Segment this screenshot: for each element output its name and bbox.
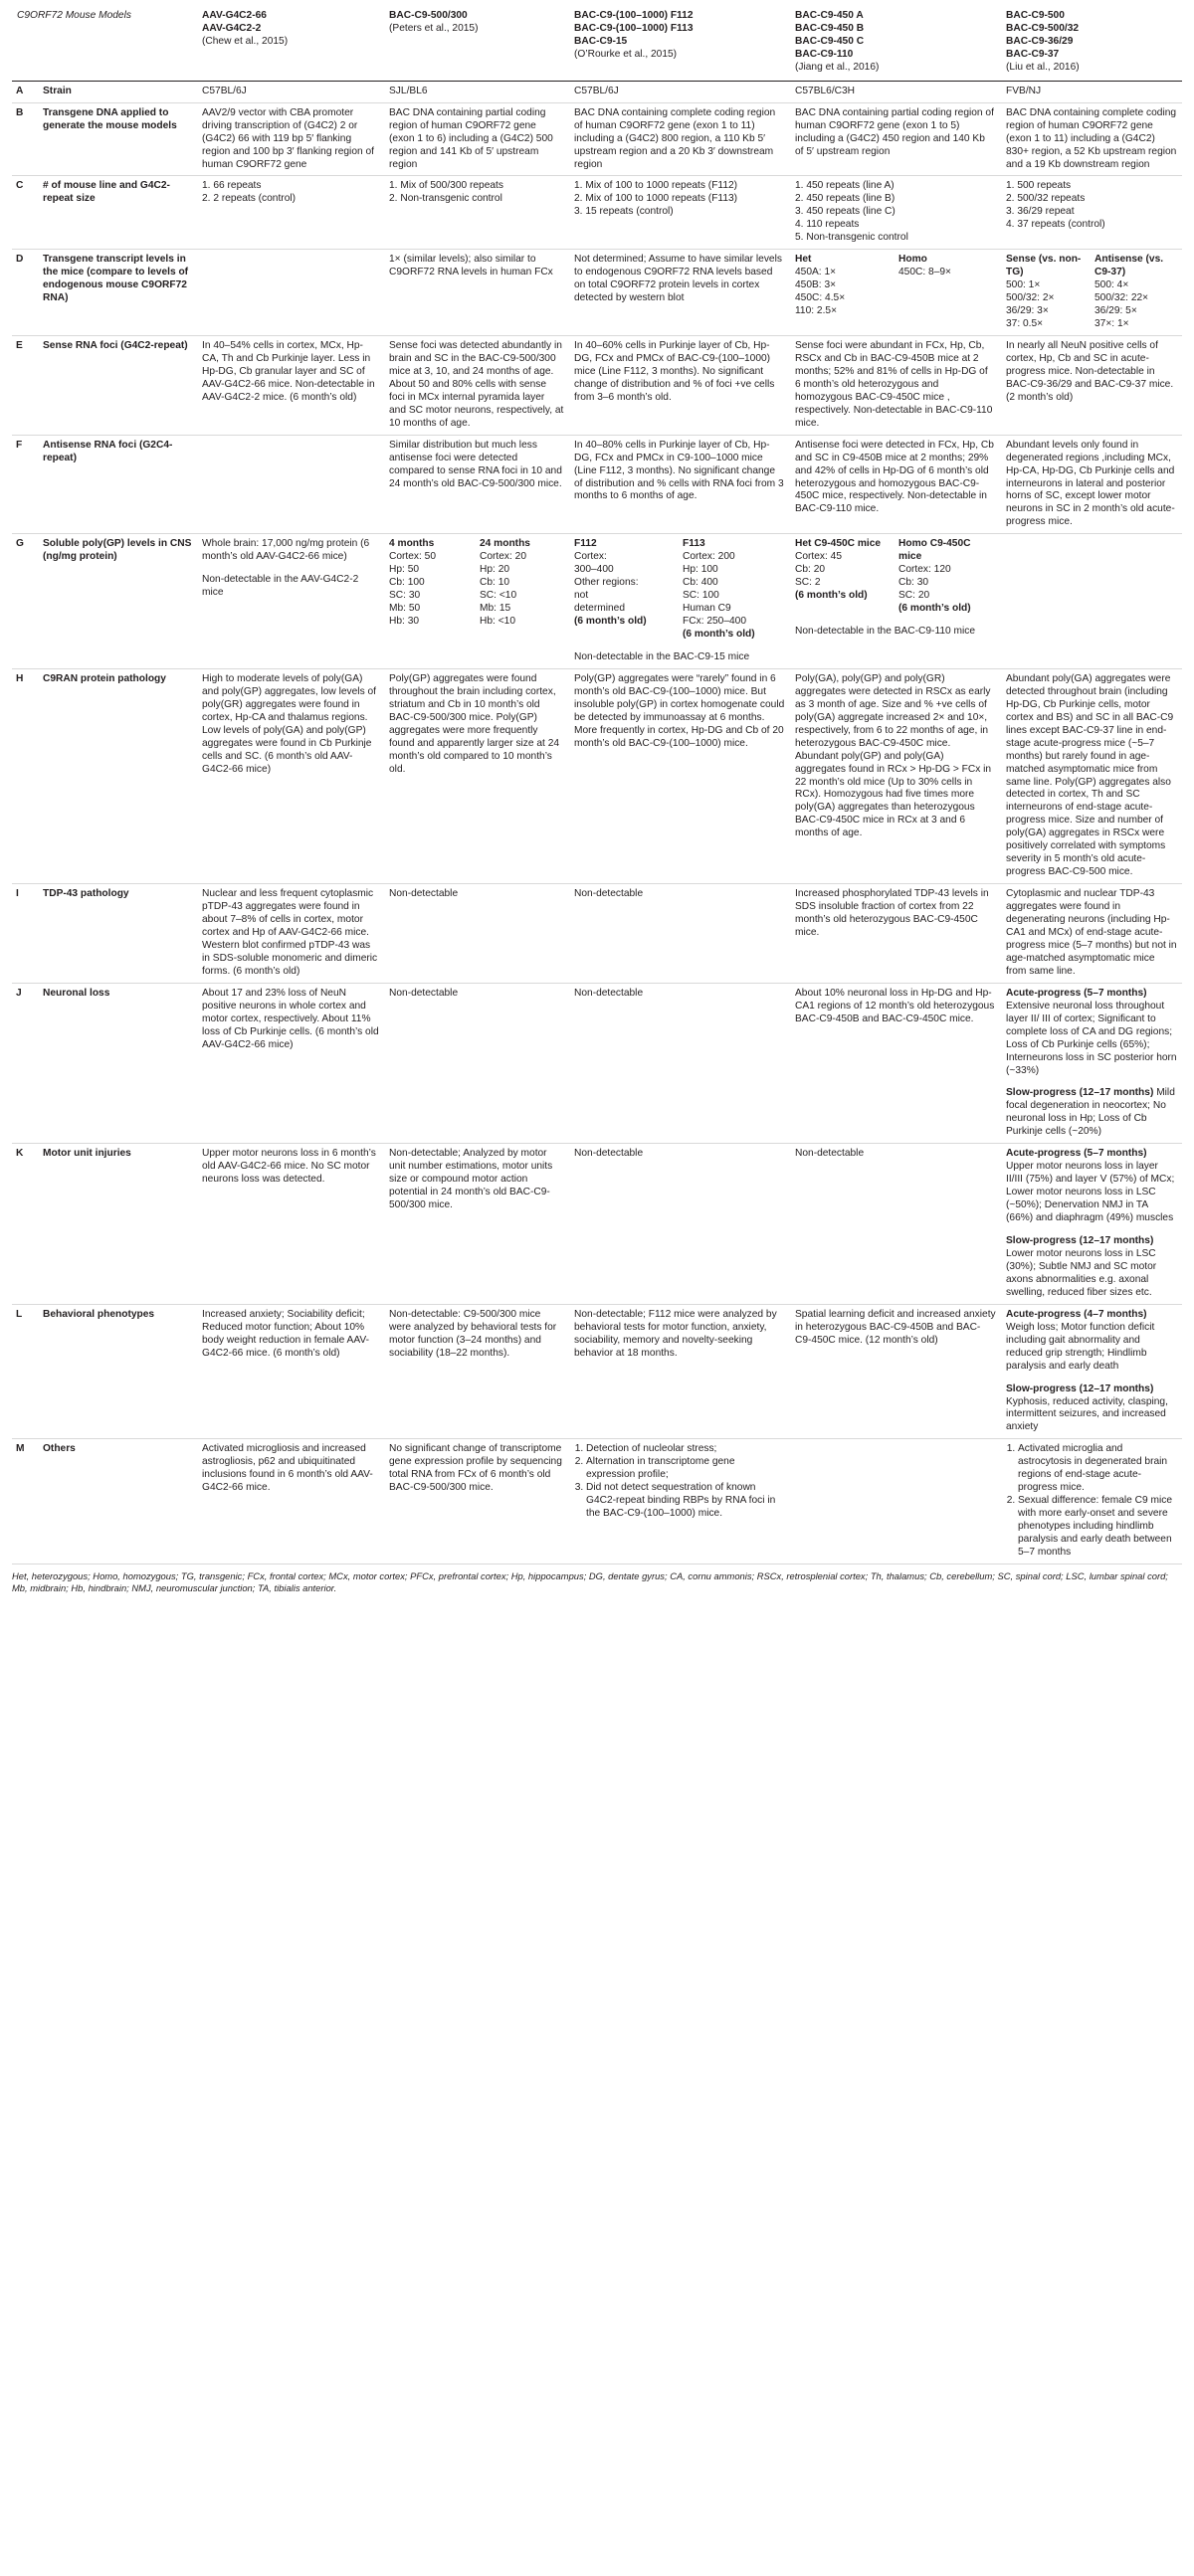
- cell-bac-450: About 10% neuronal loss in Hp-DG and Hp-CA1 regions of 12 month’s old heterozygous BAC-C9-450B and BAC-C9-450C mice.: [795, 987, 995, 1024]
- group-title: Acute-progress (5–7 months): [1006, 1148, 1147, 1160]
- list-item: Cortex: 45: [795, 551, 843, 563]
- list-item: 37: 0.5×: [1006, 318, 1044, 330]
- list-item: 450A: 1×: [795, 267, 837, 278]
- row-letter: L: [16, 1308, 23, 1320]
- subcolumn-header: Het C9-450C mice: [795, 538, 882, 550]
- cell-bac-500: Non-detectable: [389, 888, 459, 900]
- row-letter: I: [16, 888, 19, 900]
- cell-bac-450: Poly(GA), poly(GP) and poly(GR) aggregates were detected in RSCx as early as 3 month of age. Size and % +ve cells of poly(GA) aggregate increased 2× and 10×, respectively, from 6 to 22 months of age, in heterozygous BAC-C9-450C mice. Abundant poly(GP) and poly(GA) aggregates found in RCx > Hp-DG > FCx in 22 month’s old mice (Up to 30% cells in RCx). Homozygous had five times more poly(GA) aggregates than heterozygous BAC-C9-450C mice in RCx at 3 and 6 months of age.: [795, 672, 992, 839]
- list-item: 450C: 8–9×: [898, 267, 951, 278]
- header-line: BAC-C9-450 C: [795, 35, 865, 47]
- list-item: Human C9: [683, 603, 731, 615]
- cell-bac-100-1000: Non-detectable: [574, 1148, 644, 1160]
- cell-aav: [197, 176, 384, 250]
- header-citation: (Liu et al., 2016): [1006, 61, 1080, 73]
- header-model-bac-450: [790, 8, 1001, 81]
- row-letter: J: [16, 987, 22, 999]
- cell-bac-100-1000: [569, 534, 790, 669]
- list-item: (6 month’s old): [574, 616, 647, 628]
- cell-bac-500: Non-detectable: [389, 987, 459, 999]
- cell-bac-500-liu: [1001, 983, 1182, 1143]
- cell-bac-500-liu: [1001, 1144, 1182, 1304]
- row-parameter: Neuronal loss: [43, 987, 110, 999]
- row-letter: G: [16, 538, 24, 550]
- cell-aav: AAV2/9 vector with CBA promoter driving transcription of (G4C2) 2 or (G4C2) 66 with 119 bp 5′ flanking region and 100 bp 3′ flanking region of human C9ORF72 gene: [202, 106, 374, 170]
- row-parameter: Transgene DNA applied to generate the mouse models: [43, 106, 177, 131]
- cell-text: Non-detectable in the AAV-G4C2-2 mice: [202, 574, 359, 599]
- cell-aav: Increased anxiety; Sociability deficit; Reduced motor function; About 10% body weight reduction in female AAV-G4C2-66 mice. (6 month’s old): [202, 1308, 370, 1359]
- subcolumn-header: F113: [683, 538, 705, 550]
- cell-bac-500-liu: FVB/NJ: [1006, 85, 1042, 96]
- cell-bac-100-1000: Non-detectable: [574, 888, 644, 900]
- cell-bac-500: No significant change of transcriptome gene expression profile by sequencing total RNA from FCx of 6 month’s old BAC-C9-500/300 mice.: [389, 1443, 562, 1494]
- cell-bac-500: [384, 534, 569, 669]
- row-parameter: Soluble poly(GP) levels in CNS (ng/mg protein): [43, 538, 192, 563]
- list-item: 1. Mix of 500/300 repeats: [389, 180, 503, 192]
- cell-aav: Nuclear and less frequent cytoplasmic pTDP-43 aggregates were found in about 7–8% of cells in cortex, motor cortex and Hp of AAV-G4C2-66 mice. Western blot confirmed pTDP-43 was in SDS-soluble monomeric and dimeric forms. (6 month’s old): [202, 888, 378, 977]
- row-parameter: TDP-43 pathology: [43, 888, 129, 900]
- list-item: 450B: 3×: [795, 279, 837, 291]
- list-item: 3. 36/29 repeat: [1006, 206, 1075, 218]
- header-line: BAC-C9-110: [795, 48, 854, 60]
- cell-aav: Activated microgliosis and increased astrogliosis, p62 and ubiquitinated inclusions found in 6 month’s old AAV-G4C2-66 mice.: [202, 1443, 373, 1494]
- list-item: Cortex: 20: [480, 551, 527, 563]
- row-letter: C: [16, 180, 24, 192]
- list-item: (6 month’s old): [898, 603, 971, 615]
- subcolumn-header: 4 months: [389, 538, 435, 550]
- group-title: Acute-progress (5–7 months): [1006, 987, 1147, 999]
- table-row-transcript-levels: [12, 250, 1182, 336]
- list-item: 2. 500/32 repeats: [1006, 193, 1086, 205]
- list-item: Hp: 20: [480, 564, 510, 576]
- header-model-bac-500-liu: [1001, 8, 1182, 81]
- cell-bac-500: Poly(GP) aggregates were found throughout the brain including cortex, striatum and Cb in 10 month’s old BAC-C9-500/300 mice. Poly(GP) aggregates were more frequently found and apparently larger size at 24 month’s old compared to 10 month’s old.: [389, 672, 560, 775]
- list-item: Cb: 100: [389, 577, 425, 589]
- list-item: Cortex: 50: [389, 551, 437, 563]
- header-line: BAC-C9-500/32: [1006, 22, 1080, 34]
- header-citation: (Chew et al., 2015): [202, 35, 289, 47]
- cell-bac-500: SJL/BL6: [389, 85, 428, 96]
- table-row-neuronal-loss: [12, 983, 1182, 1143]
- list-item: 3. 15 repeats (control): [574, 206, 674, 218]
- cell-bac-500-liu: Abundant poly(GA) aggregates were detected throughout brain (including Hp-DG, Cb Purkinje cells, motor cortex and BS) and SC in all BAC-C9 lines except BAC-C9-37 line in end-stage acute-progress mice (~5–7 months) but rarely found in age-matched asymptomatic mice from same line. Poly(GP) aggregates also detected in cortex, Th and SC interneurons of end-stage acute-progress mice. Size and number of poly(GA) aggregates in RSCx were positively correlated with symptoms severity in 5 month’s old acute-progress BAC-C9-500 mice.: [1006, 672, 1174, 878]
- list-item: Hb: 30: [389, 616, 420, 628]
- header-line: BAC-C9-450 A: [795, 10, 864, 21]
- list-item: Cb: 20: [795, 564, 826, 576]
- cell-bac-500-liu: In nearly all NeuN positive cells of cortex, Hp, Cb and SC in acute-progress mice. Non-detectable in BAC-C9-36/29 and BAC-C9-37 mice. (2 month’s old): [1006, 339, 1174, 403]
- cell-bac-450: [790, 534, 1001, 669]
- cell-bac-450: C57BL6/C3H: [795, 85, 856, 96]
- list-item: Cb: 10: [480, 577, 510, 589]
- cell-bac-100-1000: [569, 1439, 790, 1564]
- group-title: Slow-progress (12–17 months): [1006, 1382, 1154, 1394]
- cell-text: Weigh loss; Motor function deficit including gait abnormality and reduced grip strength; Hindlimb paralysis and early death: [1006, 1321, 1155, 1372]
- cell-aav: C57BL/6J: [202, 85, 247, 96]
- header-line: BAC-C9-37: [1006, 48, 1060, 60]
- table-row-c9ran-pathology: [12, 668, 1182, 883]
- mouse-models-table: [12, 8, 1182, 1564]
- table-row-tdp43-pathology: [12, 884, 1182, 984]
- table-row-others: [12, 1439, 1182, 1564]
- cell-bac-500: Sense foci was detected abundantly in brain and SC in the BAC-C9-500/300 mice at 3, 10, and 24 months of age. About 50 and 80% cells with sense foci in MCx internal pyramida layer and SC motor neurons, respectively, at 10 months of age.: [389, 339, 564, 429]
- header-line: BAC-C9-450 B: [795, 22, 865, 34]
- cell-bac-100-1000: In 40–80% cells in Purkinje layer of Cb, Hp-DG, FCx and PMCx in C9-100–1000 mice (Line F112, 3 months). No significant change of distribution and % cells with RNA foci from 3 months to 6 months of age.: [574, 439, 784, 502]
- list-item: 2. Sexual difference: female C9 mice with more early-onset and severe phenotypes including hindlimb paralysis and early death between 5–7 months: [1018, 1495, 1177, 1560]
- row-parameter: Strain: [43, 85, 72, 96]
- cell-bac-500-liu: BAC DNA containing complete coding region of human C9ORF72 gene (exon 1 to 11) including a (G4C2) 830+ region, a 52 Kb upstream region and a 19 Kb downstream region: [1006, 106, 1177, 170]
- table-row-transgene-dna: [12, 102, 1182, 176]
- header-models-label: C9ORF72 Mouse Models: [17, 10, 131, 21]
- cell-bac-100-1000: Non-detectable; F112 mice were analyzed by behavioral tests for motor function, anxiety, sociability, memory and novelty-seeking behavior at 18 months.: [574, 1308, 777, 1359]
- header-citation: (O’Rourke et al., 2015): [574, 48, 678, 60]
- list-item: 36/29: 5×: [1094, 305, 1137, 317]
- cell-bac-500-liu: Cytoplasmic and nuclear TDP-43 aggregates were found in degenerating neurons (including Hp-CA1 and MCx) of end-stage acute-progress mice (5–7 months) but not in age-matched asymptomatic mice from same line.: [1006, 888, 1177, 977]
- cell-aav: In 40–54% cells in cortex, MCx, Hp-CA, Th and Cb Purkinje layer. Less in Hp-DG, Cb granular layer and SC of AAV-G4C2-66 mice. Non-detectable in AAV-G4C2-2 mice. (6 month’s old): [202, 339, 375, 403]
- header-line: AAV-G4C2-66: [202, 10, 267, 21]
- row-letter: H: [16, 672, 24, 684]
- cell-aav: Upper motor neurons loss in 6 month’s old AAV-G4C2-66 mice. No SC motor neurons loss was detected.: [202, 1148, 376, 1186]
- list-item: 1. 500 repeats: [1006, 180, 1072, 192]
- list-item: 4. 37 repeats (control): [1006, 219, 1105, 231]
- subcolumn-header: Het: [795, 254, 812, 266]
- group-title: Acute-progress (4–7 months): [1006, 1308, 1147, 1320]
- list-item: 2. Mix of 100 to 1000 repeats (F113): [574, 193, 738, 205]
- table-row-repeat-size: [12, 176, 1182, 250]
- list-item: 500: 4×: [1094, 279, 1129, 291]
- subcolumn-header: F112: [574, 538, 597, 550]
- list-item: SC: 2: [795, 577, 821, 589]
- list-item: 5. Non-transgenic control: [795, 232, 908, 244]
- header-line: BAC-C9-15: [574, 35, 628, 47]
- header-model-bac-100-1000: [569, 8, 790, 81]
- table-footnote: Het, heterozygous; Homo, homozygous; TG, transgenic; FCx, frontal cortex; MCx, motor cortex; PFCx, prefrontal cortex; Hp, hippocampus; DG, dentate gyrus; CA, cornu ammonis; RSCx, retrosplenial cortex; Th, thalamus; Cb, cerebellum; SC, spinal cord; LSC, lumbar spinal cord; Mb, midbrain; Hb, hindbrain; NMJ, neuromuscular junction; TA, tibialis anterior.: [12, 1569, 1168, 1594]
- cell-bac-450: [790, 176, 1001, 250]
- table-row-behavioral-phenotypes: [12, 1304, 1182, 1439]
- cell-aav: About 17 and 23% loss of NeuN positive neurons in whole cortex and motor cortex, respectively. About 11% loss of Cb Purkinje cells. (6 month’s old AAV-G4C2-66 mice): [202, 987, 379, 1050]
- table-row-antisense-rna-foci: [12, 435, 1182, 534]
- list-item: 1. 66 repeats: [202, 180, 262, 192]
- list-item: 500: 1×: [1006, 279, 1041, 291]
- cell-bac-450: Non-detectable: [795, 1148, 865, 1160]
- header-model-aav: [197, 8, 384, 81]
- row-parameter: Motor unit injuries: [43, 1148, 131, 1160]
- list-item: not: [574, 590, 589, 602]
- cell-bac-100-1000: Not determined; Assume to have similar levels to endogenous C9ORF72 RNA levels based on total C9ORF72 protein levels in cortex detected by western blot: [574, 254, 782, 304]
- cell-text: Mild focal degeneration in neocortex; No neuronal loss in Hp; Loss of Cb Purkinje cells (~20%): [1006, 1087, 1175, 1138]
- list-item: Cortex: 200: [683, 551, 735, 563]
- list-item: 450C: 4.5×: [795, 292, 846, 304]
- table-header-row: [12, 8, 1182, 81]
- header-citation: (Peters et al., 2015): [389, 22, 479, 34]
- table-row-soluble-polygp: [12, 534, 1182, 669]
- cell-bac-100-1000: BAC DNA containing complete coding region of human C9ORF72 gene (exon 1 to 11) including a (G4C2) 800 region, a 110 Kb 5′ upstream region and a 20 Kb 3′ downstream region: [574, 106, 776, 170]
- cell-bac-100-1000: [569, 176, 790, 250]
- row-parameter: C9RAN protein pathology: [43, 672, 166, 684]
- list-item: (6 month’s old): [683, 628, 755, 640]
- table-page: [12, 8, 1182, 1594]
- row-letter: D: [16, 254, 24, 266]
- subcolumn-header: Homo: [898, 254, 927, 266]
- list-item: 36/29: 3×: [1006, 305, 1049, 317]
- row-letter: K: [16, 1148, 24, 1160]
- subcolumn-header: Antisense (vs. C9-37): [1094, 254, 1164, 278]
- cell-bac-500-liu: [1001, 1439, 1182, 1564]
- list-item: Hp: 50: [389, 564, 420, 576]
- list-item: 300–400: [574, 564, 614, 576]
- cell-bac-450: Sense foci were abundant in FCx, Hp, Cb, RSCx and Cb in BAC-C9-450B mice at 2 months; 52% and 81% of cells in Hp-DG of 6 month’s old heterozygous and homozygous BAC-C9-450C mice , respectively. Non-detectable in BAC-C9-110 mice.: [795, 339, 993, 429]
- table-row-strain: [12, 81, 1182, 102]
- cell-text: Whole brain: 17,000 ng/mg protein (6 month’s old AAV-G4C2-66 mice): [202, 538, 370, 563]
- list-item: 3. Did not detect sequestration of known G4C2-repeat binding RBPs by RNA foci in the BAC-C9-(100–1000) mice.: [586, 1482, 785, 1521]
- row-letter: E: [16, 339, 23, 351]
- cell-bac-500-liu: [1001, 534, 1182, 669]
- cell-bac-450: Increased phosphorylated TDP-43 levels in SDS insoluble fraction of cortex from 22 month’s old heterozygous BAC-C9-450C mice.: [795, 888, 989, 938]
- header-line: BAC-C9-36/29: [1006, 35, 1074, 47]
- row-letter: A: [16, 85, 24, 96]
- cell-text: Lower motor neurons loss in LSC (30%); Subtle NMJ and SC motor axons abnormalities e.g. axonal swelling, reduced fiber sizes etc.: [1006, 1247, 1157, 1298]
- cell-bac-500-liu: [1001, 176, 1182, 250]
- list-item: 3. 450 repeats (line C): [795, 206, 896, 218]
- list-item: Cb: 30: [898, 577, 929, 589]
- list-item: Hp: 100: [683, 564, 718, 576]
- cell-bac-450: [790, 250, 1001, 336]
- list-item: 4. 110 repeats: [795, 219, 860, 231]
- cell-text: Extensive neuronal loss throughout layer II/ III of cortex; Significant to complete loss of CA and DG regions; Loss of Cb Purkinje cells (65%); Interneurons loss in SC posterior horn (~33%): [1006, 1000, 1177, 1076]
- group-title: Slow-progress (12–17 months): [1006, 1087, 1154, 1099]
- list-item: 2. 2 repeats (control): [202, 193, 297, 205]
- cell-bac-500-liu: [1001, 250, 1182, 336]
- list-item: 110: 2.5×: [795, 305, 838, 317]
- row-letter: F: [16, 439, 23, 451]
- list-item: SC: 30: [389, 590, 421, 602]
- cell-bac-100-1000: Poly(GP) aggregates were “rarely” found in 6 month’s old BAC-C9-(100–1000) mice. But insoluble poly(GP) in cortex homogenate could be detected by immunoassay at 6 months. More frequently in cortex, Hp-DG and Cb of 20 month’s old BAC-C9-(100–1000) mice.: [574, 672, 785, 749]
- list-item: SC: 20: [898, 590, 930, 602]
- row-letter: M: [16, 1443, 25, 1455]
- header-citation: (Jiang et al., 2016): [795, 61, 880, 73]
- cell-text: Upper motor neurons loss in layer II/III (75%) and layer V (57%) of MCx; Lower motor neurons loss in LSC (~50%); Denervation NMJ in TA (66%) and diaphragm (49%) muscles: [1006, 1161, 1175, 1224]
- list-item: 1. 450 repeats (line A): [795, 180, 895, 192]
- list-item: SC: 100: [683, 590, 719, 602]
- table-row-motor-unit-injuries: [12, 1144, 1182, 1304]
- list-item: 500/32: 2×: [1006, 292, 1055, 304]
- list-item: Cortex:: [574, 551, 607, 563]
- list-item: 37×: 1×: [1094, 318, 1129, 330]
- header-line: BAC-C9-500/300: [389, 10, 468, 21]
- row-parameter: Others: [43, 1443, 76, 1455]
- row-parameter: Sense RNA foci (G4C2-repeat): [43, 339, 188, 351]
- row-parameter: Behavioral phenotypes: [43, 1308, 155, 1320]
- header-line: BAC-C9-500: [1006, 10, 1065, 21]
- list-item: 1. Activated microglia and astrocytosis in degenerated brain regions of end-stage acute-progress mice.: [1018, 1443, 1177, 1495]
- cell-aav: [197, 250, 384, 336]
- list-item: Other regions:: [574, 577, 639, 589]
- cell-text: Non-detectable in the BAC-C9-110 mice: [795, 626, 976, 638]
- subcolumn-header: 24 months: [480, 538, 530, 550]
- list-item: 500/32: 22×: [1094, 292, 1149, 304]
- row-letter: B: [16, 106, 24, 118]
- row-parameter: Antisense RNA foci (G2C4-repeat): [43, 439, 173, 463]
- cell-bac-100-1000: In 40–60% cells in Purkinje layer of Cb, Hp-DG, FCx and PMCx of BAC-C9-(100–1000) mice (Line F112, 3 months). No significant change of distribution and % of foci +ve cells from 3–6 month’s old.: [574, 339, 775, 403]
- list-item: 2. Non-transgenic control: [389, 193, 502, 205]
- cell-bac-100-1000: Non-detectable: [574, 987, 644, 999]
- cell-bac-500: Non-detectable: C9-500/300 mice were analyzed by behavioral tests for motor function (3–24 months) and sociability (18–22 months).: [389, 1308, 557, 1359]
- list-item: Mb: 50: [389, 603, 421, 615]
- cell-aav: High to moderate levels of poly(GA) and poly(GP) aggregates, low levels of poly(GR) aggregates were found in cortex, Hp-CA and thalamus regions. Low levels of poly(GA) and poly(GP) aggregates were found in Cb Purkinje cells and SC. (6 month’s old AAV-G4C2-66 mice): [202, 672, 376, 775]
- row-parameter: # of mouse line and G4C2-repeat size: [43, 180, 170, 205]
- subcolumn-header: Homo C9-450C mice: [898, 538, 971, 563]
- list-item: Cb: 400: [683, 577, 718, 589]
- list-item: 1. Detection of nucleolar stress;: [586, 1443, 785, 1456]
- header-model-bac-500: [384, 8, 569, 81]
- list-item: 1. Mix of 100 to 1000 repeats (F112): [574, 180, 738, 192]
- cell-bac-500: BAC DNA containing partial coding region of human C9ORF72 gene (exon 1 to 6) including a (G4C2) 500 region and 141 Kb of 5′ upstream region: [389, 106, 553, 170]
- cell-bac-500: Similar distribution but much less antisense foci were detected compared to sense RNA foci in 10 and 24 month’s old BAC-C9-500/300 mice.: [389, 439, 562, 489]
- cell-bac-450: Spatial learning deficit and increased anxiety in heterozygous BAC-C9-450B and BAC-C9-450C mice. (12 month’s old): [795, 1308, 996, 1346]
- cell-bac-500: Non-detectable; Analyzed by motor unit number estimations, motor units size or compound motor action potential in 24 month’s old BAC-C9-500/300 mice.: [389, 1148, 553, 1211]
- cell-bac-450: Antisense foci were detected in FCx, Hp, Cb and SC in C9-450B mice at 2 months; 29% and 42% of cells in Hp-DG of 6 month’s old heterozygous and homozygous BAC-C9-450C mice, respectively. Non-detectable in BAC-C9-110 mice.: [795, 439, 994, 515]
- cell-bac-450: BAC DNA containing partial coding region of human C9ORF72 gene (exon 1 to 5) including a (G4C2) 450 region and 140 Kb of 5′ upstream region: [795, 106, 994, 157]
- cell-bac-100-1000: C57BL/6J: [574, 85, 619, 96]
- cell-bac-500: 1× (similar levels); also similar to C9ORF72 RNA levels in human FCx: [389, 254, 553, 278]
- list-item: Mb: 15: [480, 603, 511, 615]
- cell-bac-500-liu: [1001, 1304, 1182, 1439]
- header-line: AAV-G4C2-2: [202, 22, 262, 34]
- cell-aav: [197, 435, 384, 534]
- cell-bac-500: [384, 176, 569, 250]
- list-item: SC: <10: [480, 590, 517, 602]
- group-title: Slow-progress (12–17 months): [1006, 1235, 1154, 1247]
- list-item: 2. Alternation in transcriptome gene expression profile;: [586, 1456, 785, 1482]
- subcolumn-header: Sense (vs. non-TG): [1006, 254, 1082, 278]
- list-item: 2. 450 repeats (line B): [795, 193, 896, 205]
- cell-text: Non-detectable in the BAC-C9-15 mice: [574, 650, 750, 662]
- table-row-sense-rna-foci: [12, 335, 1182, 435]
- header-line: BAC-C9-(100–1000) F112: [574, 10, 694, 21]
- list-item: (6 month’s old): [795, 590, 868, 602]
- header-line: BAC-C9-(100–1000) F113: [574, 22, 694, 34]
- cell-text: Kyphosis, reduced activity, clasping, intermittent seizures, and increased anxiety: [1006, 1395, 1168, 1433]
- row-parameter: Transgene transcript levels in the mice (compare to levels of endogenous mouse C9ORF72 RNA): [43, 254, 189, 304]
- cell-bac-450: [790, 1439, 1001, 1564]
- cell-bac-500-liu: Abundant levels only found in degenerated regions ,including MCx, Hp-CA, Hp-DG, Cb Purkinje cells and interneurons in lateral and posterior horns of SC, except lower motor neurons in SC in 2 month’s old acute-progress mice.: [1006, 439, 1175, 528]
- list-item: Cortex: 120: [898, 564, 951, 576]
- cell-aav: [197, 534, 384, 669]
- list-item: determined: [574, 603, 625, 615]
- list-item: Hb: <10: [480, 616, 515, 628]
- list-item: FCx: 250–400: [683, 616, 747, 628]
